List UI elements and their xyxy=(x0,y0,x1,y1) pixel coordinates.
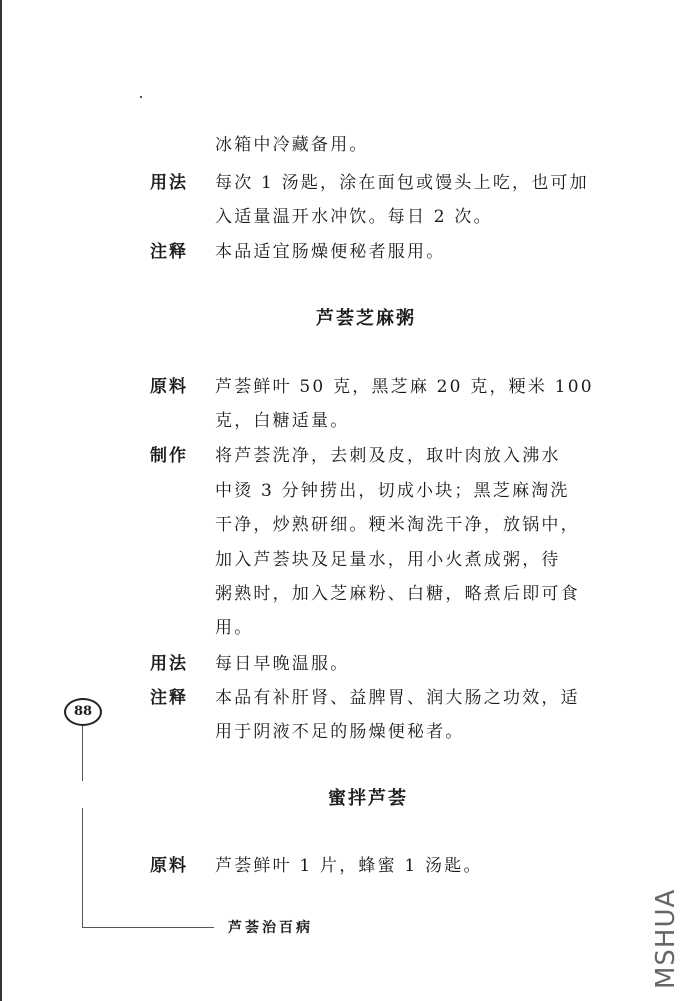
note-label: 注释 xyxy=(150,242,188,262)
note-text-line: 用于阴液不足的肠燥便秘者。 xyxy=(215,722,465,742)
method-text-line: 干净，炒熟研细。粳米淘洗干净，放锅中， xyxy=(215,515,580,535)
margin-rule xyxy=(82,726,83,781)
method-text-line: 中烫 3 分钟捞出，切成小块；黑芝麻淘洗 xyxy=(215,481,570,501)
method-text-line: 用。 xyxy=(215,618,254,638)
usage-text-line: 入适量温开水冲饮。每日 2 次。 xyxy=(215,207,493,227)
note-text-line: 本品适宜肠燥便秘者服用。 xyxy=(215,242,446,262)
recipe-title: 芦荟芝麻粥 xyxy=(316,308,416,329)
ingredients-text-line: 芦荟鲜叶 50 克，黑芝麻 20 克，粳米 100 xyxy=(215,377,594,397)
ingredients-label: 原料 xyxy=(150,856,188,876)
usage-text-line: 每次 1 汤匙，涂在面包或馒头上吃，也可加 xyxy=(215,173,589,193)
running-footer-title: 芦荟治百病 xyxy=(228,920,313,936)
page-number: 88 xyxy=(64,698,102,726)
ingredients-text-line: 克，白糖适量。 xyxy=(215,411,350,431)
watermark: MSHUA xyxy=(651,888,681,990)
method-text-line: 加入芦荟块及足量水，用小火煮成粥，待 xyxy=(215,550,561,570)
usage-text-line: 每日早晚温服。 xyxy=(215,654,350,674)
method-text-line: 将芦荟洗净，去刺及皮，取叶肉放入沸水 xyxy=(215,446,561,466)
usage-label: 用法 xyxy=(150,654,188,674)
note-label: 注释 xyxy=(150,688,188,708)
method-text-line: 粥熟时，加入芝麻粉、白糖，略煮后即可食 xyxy=(215,584,580,604)
usage-label: 用法 xyxy=(150,173,188,193)
recipe-title: 蜜拌芦荟 xyxy=(328,788,408,809)
note-text-line: 本品有补肝肾、益脾胃、润大肠之功效，适 xyxy=(215,688,580,708)
ingredients-label: 原料 xyxy=(150,377,188,397)
ingredients-text-line: 芦荟鲜叶 1 片，蜂蜜 1 汤匙。 xyxy=(215,856,483,876)
footer-rule xyxy=(82,927,214,928)
continued-text-line: 冰箱中冷藏备用。 xyxy=(215,135,369,155)
page-left-edge xyxy=(0,0,2,1001)
margin-rule xyxy=(82,808,83,928)
method-label: 制作 xyxy=(150,446,188,466)
scan-speck xyxy=(140,96,142,98)
